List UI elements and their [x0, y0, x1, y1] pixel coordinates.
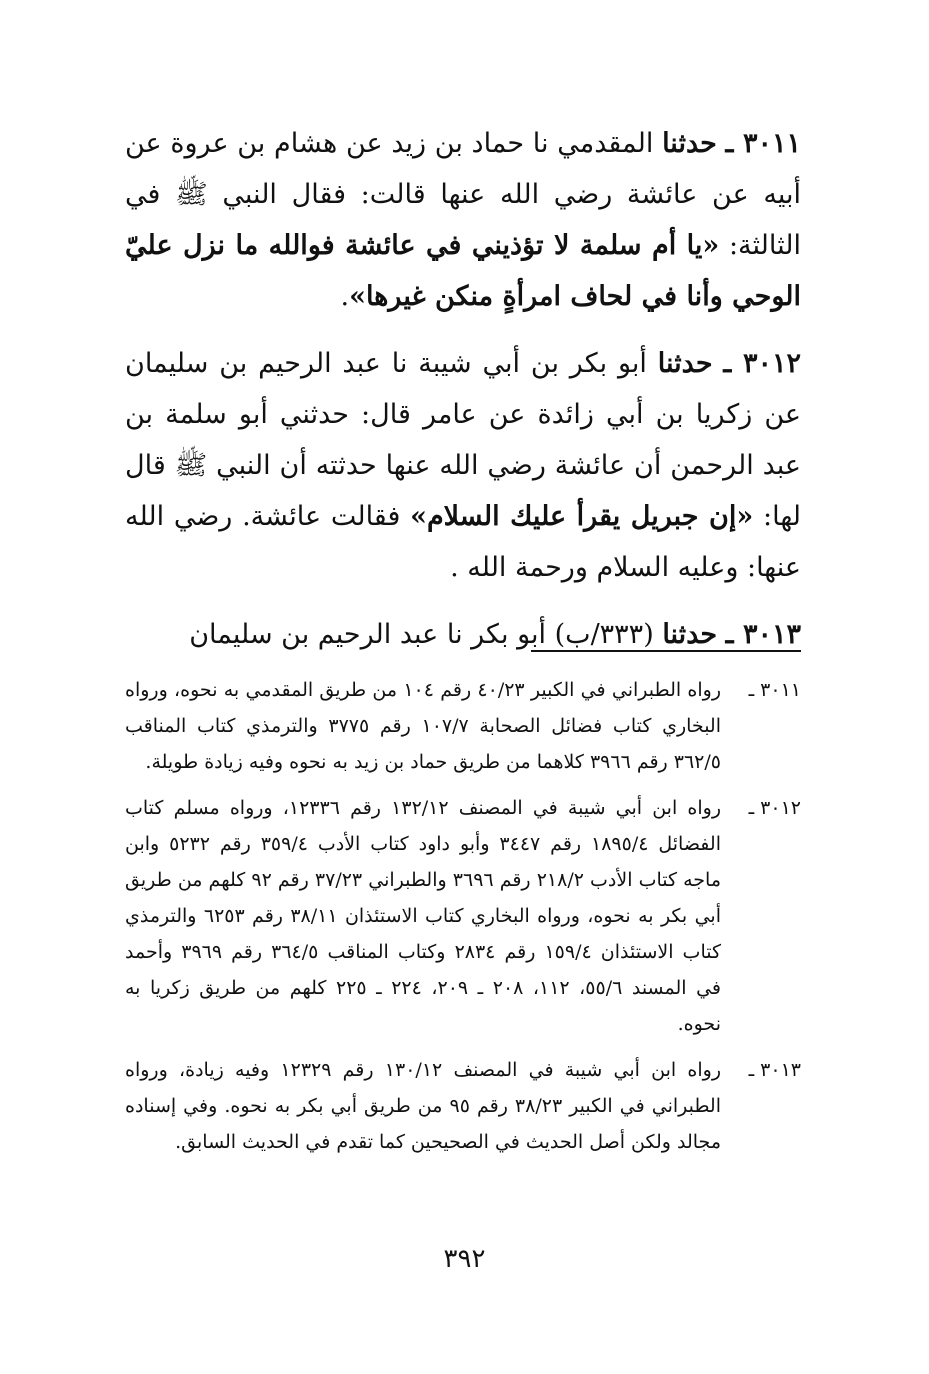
hadith-lead: حدثنا	[662, 128, 717, 159]
hadith-after: .	[340, 281, 350, 312]
footnote-number: ٣٠١٣ ـ	[748, 1059, 801, 1081]
footnote-divider	[531, 650, 801, 652]
footnote-3013	[125, 1052, 801, 1160]
hadith-quote: «يا أم سلمة لا تؤذيني في عائشة فوالله ما نزل عليّ الوحي وأنا في لحاف امرأةٍ منكن غيرها»	[125, 230, 801, 312]
hadith-lead: حدثنا	[657, 348, 713, 379]
footnote-3011	[125, 672, 801, 780]
footnotes	[125, 672, 801, 1170]
hadith-lead: حدثنا	[662, 619, 718, 650]
hadith-number: ٣٠١٣ ـ	[725, 619, 801, 650]
page-number: ٣٩٢	[443, 1244, 486, 1274]
footnote-3012	[125, 790, 801, 1042]
hadith-3012	[125, 338, 801, 593]
hadith-3013	[125, 609, 801, 660]
hadith-number: ٣٠١١ ـ	[725, 128, 801, 159]
hadith-text: أبو بكر بن أبي شيبة نا عبد الرحيم بن سليمان عن زكريا بن أبي زائدة عن عامر قال: حدثني أبو سلمة بن عبد الرحمن أن عائشة رضي الله عنها حدثته أن النبي ﷺ قال لها:	[125, 348, 801, 532]
hadith-3011	[125, 118, 801, 322]
hadith-after: فقالت عائشة. رضي الله عنها: وعليه السلام ورحمة الله .	[125, 501, 801, 583]
hadith-text: المقدمي نا حماد بن زيد عن هشام بن عروة عن أبيه عن عائشة رضي الله عنها قالت: فقال النبي ﷺ في الثالثة:	[125, 128, 801, 261]
footnote-text: رواه ابن أبي شيبة في المصنف ١٣٠/١٢ رقم ١٢٣٢٩ وفيه زيادة، ورواه الطبراني في الكبير ٣٨/٢٣ رقم ٩٥ من طريق أبي بكر به نحوه. وفي إسناده مجالد ولكن أصل الحديث في الصحيحين كما تقدم في الحديث السابق.	[125, 1059, 722, 1153]
footnote-text: رواه الطبراني في الكبير ٤٠/٢٣ رقم ١٠٤ من طريق المقدمي به نحوه، ورواه البخاري كتاب فضائل الصحابة ١٠٧/٧ رقم ٣٧٧٥ والترمذي كتاب المناقب ٣٦٢/٥ رقم ٣٩٦٦ كلاهما من طريق حماد بن زيد به نحوه وفيه زيادة طويلة.	[125, 679, 721, 773]
hadith-text: (٣٣٣/ب) أبو بكر نا عبد الرحيم بن سليمان	[189, 619, 663, 650]
hadith-number: ٣٠١٢ ـ	[723, 348, 802, 379]
footnote-number: ٣٠١٢ ـ	[748, 797, 801, 819]
hadith-quote: «إن جبريل يقرأ عليك السلام»	[410, 501, 754, 532]
footnote-number: ٣٠١١ ـ	[748, 679, 801, 701]
main-text	[125, 118, 801, 676]
footnote-text: رواه ابن أبي شيبة في المصنف ١٣٢/١٢ رقم ١٢٣٣٦، ورواه مسلم كتاب الفضائل ١٨٩٥/٤ رقم ٣٤٤٧ وأبو داود كتاب الأدب ٣٥٩/٤ رقم ٥٢٣٢ وابن ماجه كتاب الأدب ٢١٨/٢ رقم ٣٦٩٦ والطبراني ٣٧/٢٣ رقم ٩٢ كلهم من طريق أبي بكر به نحوه، ورواه البخاري كتاب الاستئذان ٣٨/١١ رقم ٦٢٥٣ والترمذي كتاب الاستئذان ١٥٩/٤ رقم ٢٨٣٤ وكتاب المناقب ٣٦٤/٥ رقم ٣٩٦٩ وأحمد في المسند ٥٥/٦، ١١٢، ٢٠٨ ـ ٢٠٩، ٢٢٤ ـ ٢٢٥ كلهم من طريق زكريا به نحوه.	[125, 797, 722, 1035]
